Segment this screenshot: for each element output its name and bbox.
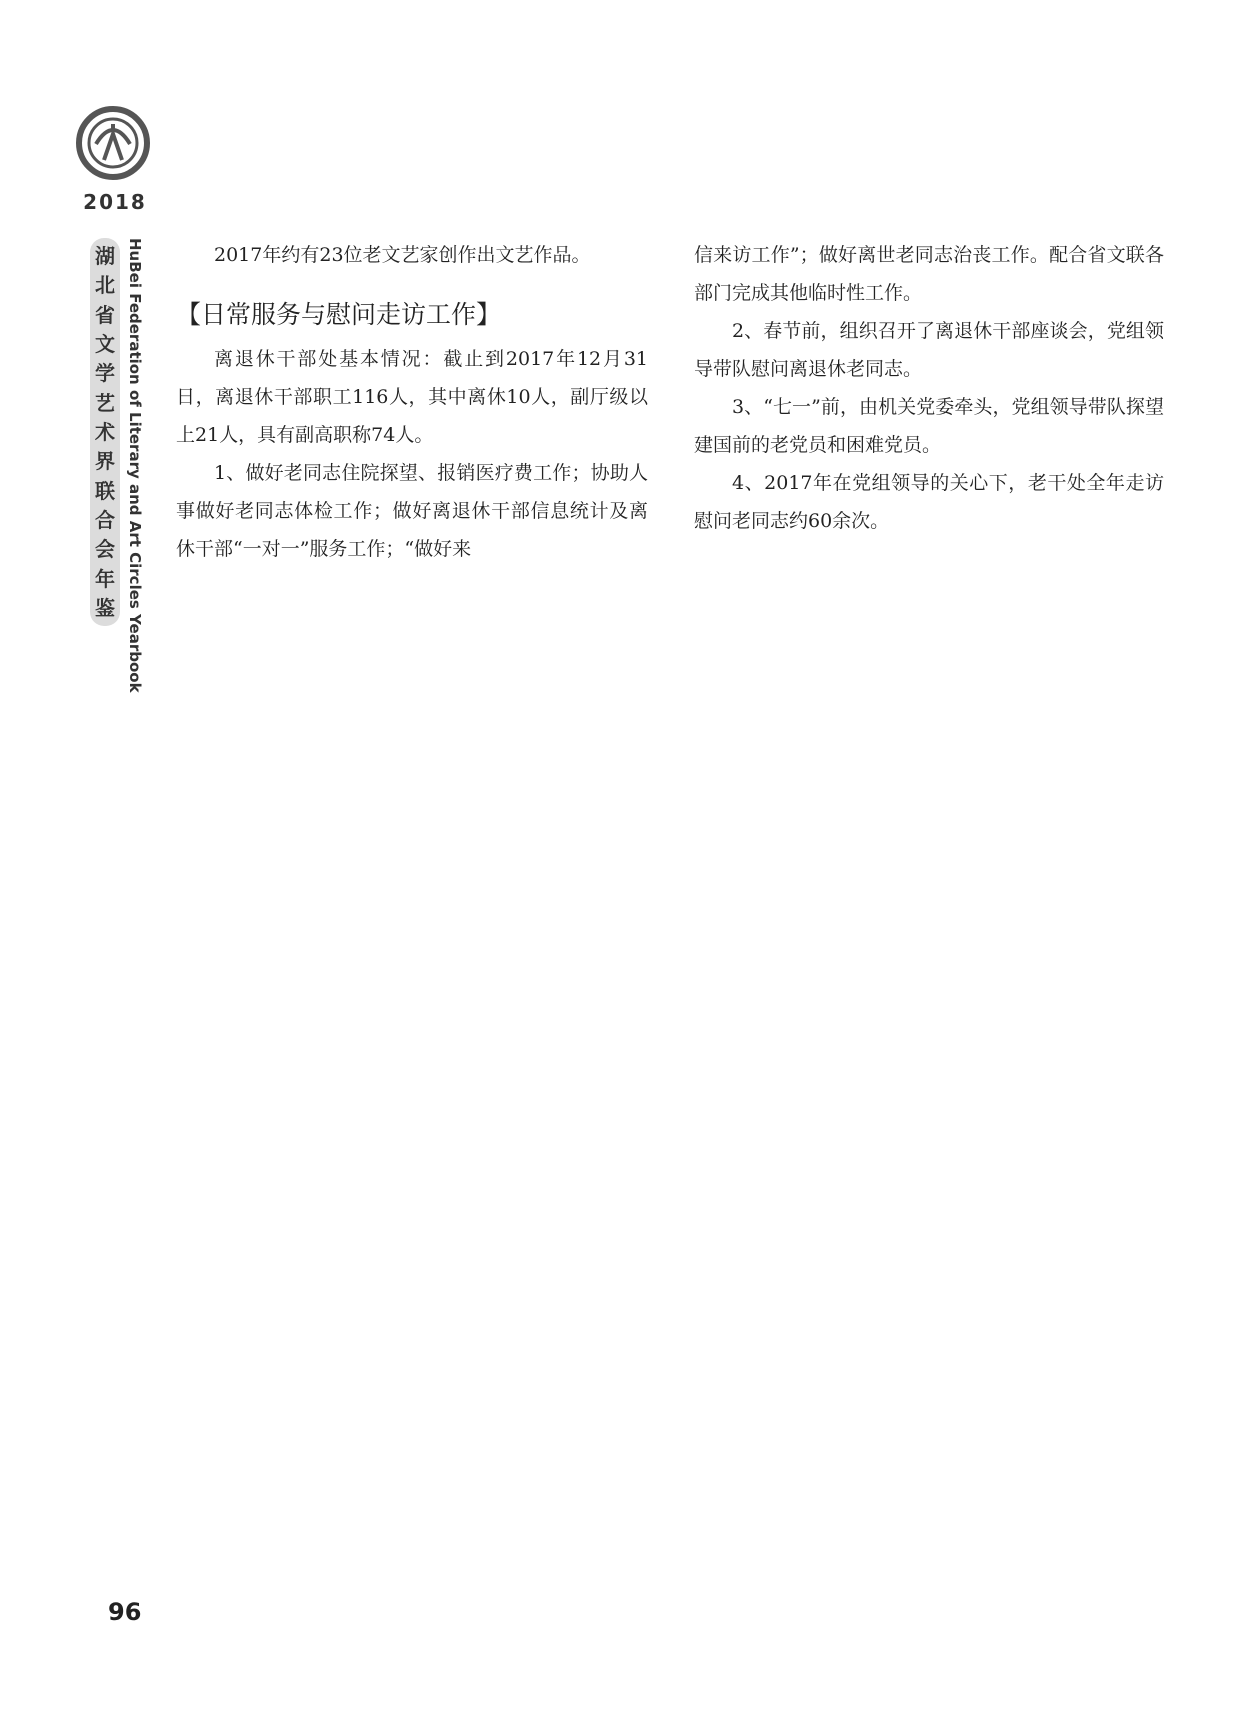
sidebar-title-chinese [90, 238, 120, 626]
paragraph-item-2: 2、春节前，组织召开了离退休干部座谈会，党组领导带队慰问离退休老同志。 [694, 320, 1164, 380]
sidebar-char: 会 [95, 537, 115, 562]
page-number: 96 [108, 1598, 142, 1626]
intro-paragraph: 2017年约有23位老文艺家创作出文艺作品。 [214, 244, 591, 266]
sidebar-char: 艺 [95, 390, 115, 415]
yearbook-year: 2018 [83, 190, 147, 214]
sidebar-char: 术 [95, 419, 115, 444]
paragraph-item-1: 1、做好老同志住院探望、报销医疗费工作；协助人事做好老同志体检工作；做好离退休干部信息统计及离休干部“一对一”服务工作；“做好来 [176, 462, 648, 560]
left-column [176, 236, 648, 568]
sidebar-title-english: HuBei Federation of Literary and Art Circles Yearbook [126, 238, 144, 693]
sidebar-char: 年 [95, 566, 115, 591]
yearbook-emblem-icon [74, 104, 152, 182]
sidebar-char: 联 [95, 478, 115, 503]
sidebar-char: 湖 [95, 244, 115, 268]
sidebar-char: 鉴 [95, 595, 115, 620]
paragraph-item-1-continued: 信来访工作”；做好离世老同志治丧工作。配合省文联各部门完成其他临时性工作。 [694, 244, 1164, 304]
paragraph-item-4: 4、2017年在党组领导的关心下，老干处全年走访慰问老同志约60余次。 [694, 472, 1164, 532]
paragraph-basic-info: 离退休干部处基本情况：截止到2017年12月31日，离退休干部职工116人，其中离休10人，副厅级以上21人，具有副高职称74人。 [176, 348, 648, 446]
sidebar-char: 界 [95, 449, 115, 474]
sidebar-char: 合 [95, 507, 115, 532]
paragraph-item-3: 3、“七一”前，由机关党委牵头，党组领导带队探望建国前的老党员和困难党员。 [694, 396, 1164, 456]
right-column [694, 236, 1164, 540]
sidebar-char: 学 [95, 361, 115, 386]
section-heading: 【日常服务与慰问走访工作】 [176, 300, 502, 329]
sidebar-char: 文 [95, 331, 115, 356]
sidebar-char: 北 [95, 273, 115, 298]
sidebar-char: 省 [95, 302, 115, 327]
